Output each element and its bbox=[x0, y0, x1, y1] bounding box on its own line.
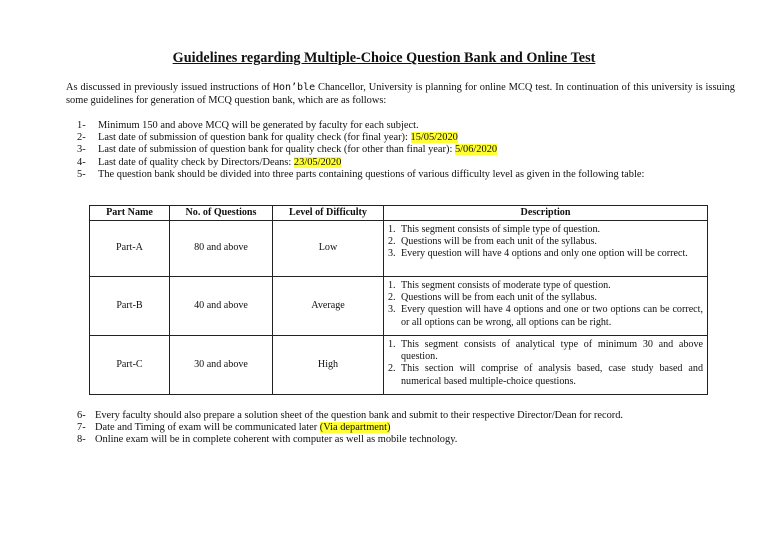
intro-text-before: As discussed in previously issued instructions of bbox=[66, 82, 273, 93]
highlighted-note: (Via department) bbox=[319, 422, 391, 434]
description-text: Every question will have 4 options and one or two options can be correct, or all options can be wrong, all options can be right. bbox=[401, 304, 703, 328]
list-item bbox=[77, 131, 737, 143]
description-number: 1. bbox=[388, 224, 396, 235]
description-number: 1. bbox=[388, 339, 396, 350]
cell-part: Part-C bbox=[90, 336, 170, 395]
header-description: Description bbox=[384, 206, 708, 221]
cell-level: Low bbox=[273, 221, 384, 277]
cell-part: Part-B bbox=[90, 277, 170, 336]
list-item-body: Last date of submission of question bank for quality check (for other than final year): bbox=[98, 144, 455, 156]
intro-text-after: Chancellor, University is planning for online MCQ test. In continuation of this university is issuing some guidelines for generation of MCQ question bank, which are as follows: bbox=[66, 82, 735, 106]
cell-part: Part-A bbox=[90, 221, 170, 277]
list-item-text bbox=[95, 421, 390, 433]
description-text: This section will comprise of analysis based, case study based and numerical based multiple-choice questions. bbox=[401, 363, 703, 387]
list-item-number: 8- bbox=[77, 434, 86, 446]
cell-level: High bbox=[273, 336, 384, 395]
description-item bbox=[388, 236, 703, 248]
description-text: This segment consists of moderate type of question. bbox=[401, 280, 611, 291]
list-item bbox=[77, 409, 737, 421]
list-item bbox=[77, 143, 737, 155]
list-item-body: Date and Timing of exam will be communicated later bbox=[95, 422, 320, 434]
highlighted-date: 23/05/2020 bbox=[293, 156, 342, 168]
list-item bbox=[77, 168, 737, 180]
page-title: Guidelines regarding Multiple-Choice Question Bank and Online Test bbox=[172, 50, 596, 66]
description-item bbox=[388, 339, 703, 363]
table-row bbox=[90, 277, 708, 336]
list-item-body: Last date of quality check by Directors/Deans: bbox=[98, 156, 294, 168]
list-item-number: 4- bbox=[77, 156, 86, 168]
description-text: Questions will be from each unit of the syllabus. bbox=[401, 236, 597, 248]
difficulty-table bbox=[89, 205, 708, 395]
list-item bbox=[77, 433, 737, 445]
cell-description bbox=[384, 277, 708, 336]
description-item bbox=[388, 224, 703, 236]
guideline-list-top bbox=[77, 119, 737, 180]
list-item-body: The question bank should be divided into three parts containing questions of various difficulty level as given in the following table: bbox=[98, 168, 645, 180]
guideline-list-bottom bbox=[77, 409, 737, 446]
table-row bbox=[90, 336, 708, 395]
list-item-text bbox=[98, 168, 644, 180]
list-item-text: Every faculty should also prepare a solution sheet of the question bank and submit to their respective Director/Dean for record. bbox=[95, 410, 624, 421]
description-text: Every question will have 4 options and only one option will be correct. bbox=[401, 248, 688, 260]
list-item-text bbox=[98, 131, 458, 143]
description-text: This segment consists of simple type of question. bbox=[401, 224, 601, 235]
cell-questions: 30 and above bbox=[170, 336, 273, 395]
list-item-text bbox=[98, 119, 419, 131]
list-item bbox=[77, 156, 737, 168]
description-number: 2. bbox=[388, 363, 396, 375]
description-item bbox=[388, 248, 703, 260]
cell-questions: 80 and above bbox=[170, 221, 273, 277]
list-item-number: 1- bbox=[77, 120, 86, 131]
description-item bbox=[388, 280, 703, 292]
description-number: 2. bbox=[388, 292, 396, 304]
description-text: This segment consists of analytical type of minimum 30 and above question. bbox=[401, 339, 703, 363]
list-item-number: 2- bbox=[77, 132, 86, 144]
cell-description bbox=[384, 221, 708, 277]
description-number: 3. bbox=[388, 248, 396, 260]
description-number: 3. bbox=[388, 304, 396, 316]
highlighted-date: 5/06/2020 bbox=[454, 144, 498, 156]
list-item-text bbox=[98, 143, 497, 155]
list-item-text bbox=[98, 156, 341, 168]
description-item bbox=[388, 304, 703, 328]
list-item-number: 7- bbox=[77, 422, 86, 434]
intro-honorific: Hon’ble bbox=[272, 82, 316, 93]
table-header-row bbox=[90, 206, 708, 221]
list-item bbox=[77, 119, 737, 131]
header-part-name: Part Name bbox=[90, 206, 170, 221]
highlighted-date: 15/05/2020 bbox=[410, 132, 458, 144]
cell-questions: 40 and above bbox=[170, 277, 273, 336]
cell-level: Average bbox=[273, 277, 384, 336]
description-number: 1. bbox=[388, 280, 396, 291]
description-item bbox=[388, 292, 703, 304]
list-item-number: 5- bbox=[77, 168, 86, 180]
list-item-body: Last date of submission of question bank for quality check (for final year): bbox=[98, 132, 411, 144]
list-item-number: 3- bbox=[77, 144, 86, 156]
list-item bbox=[77, 421, 737, 433]
header-difficulty: Level of Difficulty bbox=[273, 206, 384, 221]
description-number: 2. bbox=[388, 236, 396, 248]
list-item-number: 6- bbox=[77, 410, 86, 421]
cell-description bbox=[384, 336, 708, 395]
list-item-body: Minimum 150 and above MCQ will be generated by faculty for each subject. bbox=[98, 120, 419, 131]
description-item bbox=[388, 363, 703, 387]
list-item-text: Online exam will be in complete coherent with computer as well as mobile technology. bbox=[95, 434, 458, 446]
intro-paragraph bbox=[66, 81, 735, 107]
header-num-questions: No. of Questions bbox=[170, 206, 273, 221]
table-row bbox=[90, 221, 708, 277]
description-text: Questions will be from each unit of the syllabus. bbox=[401, 292, 597, 304]
